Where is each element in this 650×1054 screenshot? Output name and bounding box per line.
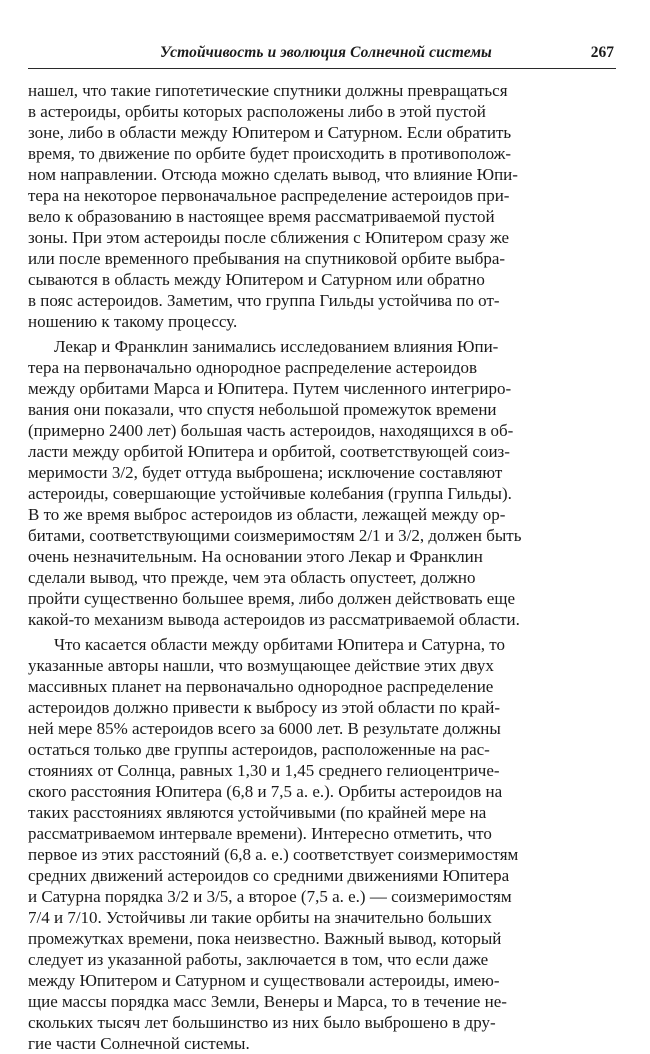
- text-line: указанные авторы нашли, что возмущающее действие этих двух: [28, 656, 494, 675]
- text-line: и Сатурна порядка 3/2 и 3/5, а второе (7,5 а. е.) — соизмеримостям: [28, 887, 512, 906]
- text-line: в астероиды, орбиты которых расположены либо в этой пустой: [28, 102, 486, 121]
- text-line: первое из этих расстояний (6,8 а. е.) соответствует соизмеримостям: [28, 845, 519, 864]
- text-line: время, то движение по орбите будет происходить в противополож-: [28, 144, 512, 163]
- text-line: между Юпитером и Сатурном и существовали астероиды, имею-: [28, 971, 500, 990]
- text-line: в пояс астероидов. Заметим, что группа Гильды устойчива по от-: [28, 291, 500, 310]
- text-line: битами, соответствующими соизмеримостям 2/1 и 3/2, должен быть: [28, 526, 522, 545]
- text-line: следует из указанной работы, заключается в том, что если даже: [28, 950, 489, 969]
- text-line: гие части Солнечной системы.: [28, 1034, 250, 1053]
- text-line: ней мере 85% астероидов всего за 6000 лет. В результате должны: [28, 719, 501, 738]
- text-line: вело к образованию в настоящее время рассматриваемой пустой: [28, 207, 495, 226]
- text-line: щие массы порядка масс Земли, Венеры и Марса, то в течение не-: [28, 992, 507, 1011]
- text-line: вания они показали, что спустя небольшой промежуток времени: [28, 400, 497, 419]
- text-line: нашел, что такие гипотетические спутники должны превращаться: [28, 81, 508, 100]
- text-line: промежутках времени, пока неизвестно. Важный вывод, который: [28, 929, 502, 948]
- paragraph-3: [28, 634, 616, 1054]
- text-line: пройти существенно большее время, либо должен действовать еще: [28, 589, 515, 608]
- text-line: сделали вывод, что прежде, чем эта область опустеет, должно: [28, 568, 476, 587]
- text-line: таких расстояниях являются устойчивыми (по крайней мере на: [28, 803, 487, 822]
- text-line: средних движений астероидов со средними движениями Юпитера: [28, 866, 510, 885]
- page-number: 267: [590, 44, 614, 61]
- text-line: Что касается области между орбитами Юпитера и Сатурна, то: [54, 635, 505, 654]
- paragraph-2: [28, 336, 616, 630]
- text-line: (примерно 2400 лет) большая часть астероидов, находящихся в об-: [28, 421, 514, 440]
- running-head: [28, 38, 616, 69]
- text-line: ношению к такому процессу.: [28, 312, 238, 331]
- text-line: остаться только две группы астероидов, расположенные на рас-: [28, 740, 490, 759]
- text-line: стояниях от Солнца, равных 1,30 и 1,45 среднего гелиоцентриче-: [28, 761, 500, 780]
- text-line: между орбитами Марса и Юпитера. Путем численного интегриро-: [28, 379, 512, 398]
- text-line: Лекар и Франклин занимались исследованием влияния Юпи-: [54, 337, 499, 356]
- text-line: массивных планет на первоначально однородное распределение: [28, 677, 494, 696]
- body-text: [28, 80, 616, 1054]
- text-line: рассматриваемом интервале времени). Интересно отметить, что: [28, 824, 492, 843]
- paragraph-1: [28, 80, 616, 332]
- text-line: тера на некоторое первоначальное распределение астероидов при-: [28, 186, 510, 205]
- text-line: В то же время выброс астероидов из области, лежащей между ор-: [28, 505, 506, 524]
- text-line: ном направлении. Отсюда можно сделать вывод, что влияние Юпи-: [28, 165, 518, 184]
- running-title: Устойчивость и эволюция Солнечной системы: [160, 44, 492, 61]
- text-line: очень незначительным. На основании этого Лекар и Франклин: [28, 547, 483, 566]
- text-line: ласти между орбитой Юпитера и орбитой, соответствующей соиз-: [28, 442, 510, 461]
- text-line: скольких тысяч лет большинство из них было выброшено в дру-: [28, 1013, 496, 1032]
- text-line: или после временного пребывания на спутниковой орбите выбра-: [28, 249, 506, 268]
- text-line: меримости 3/2, будет оттуда выброшена; исключение составляют: [28, 463, 503, 482]
- text-line: какой-то механизм вывода астероидов из рассматриваемой области.: [28, 610, 520, 629]
- text-line: астероидов должно привести к выбросу из этой области по край-: [28, 698, 501, 717]
- text-line: тера на первоначально однородное распределение астероидов: [28, 358, 478, 377]
- text-line: ского расстояния Юпитера (6,8 и 7,5 а. е.). Орбиты астероидов на: [28, 782, 503, 801]
- text-line: зоны. При этом астероиды после сближения с Юпитером сразу же: [28, 228, 510, 247]
- text-line: 7/4 и 7/10. Устойчивы ли такие орбиты на значительно больших: [28, 908, 492, 927]
- text-line: зоне, либо в области между Юпитером и Сатурном. Если обратить: [28, 123, 512, 142]
- text-line: сываются в область между Юпитером и Сатурном или обратно: [28, 270, 485, 289]
- text-line: астероиды, совершающие устойчивые колебания (группа Гильды).: [28, 484, 512, 503]
